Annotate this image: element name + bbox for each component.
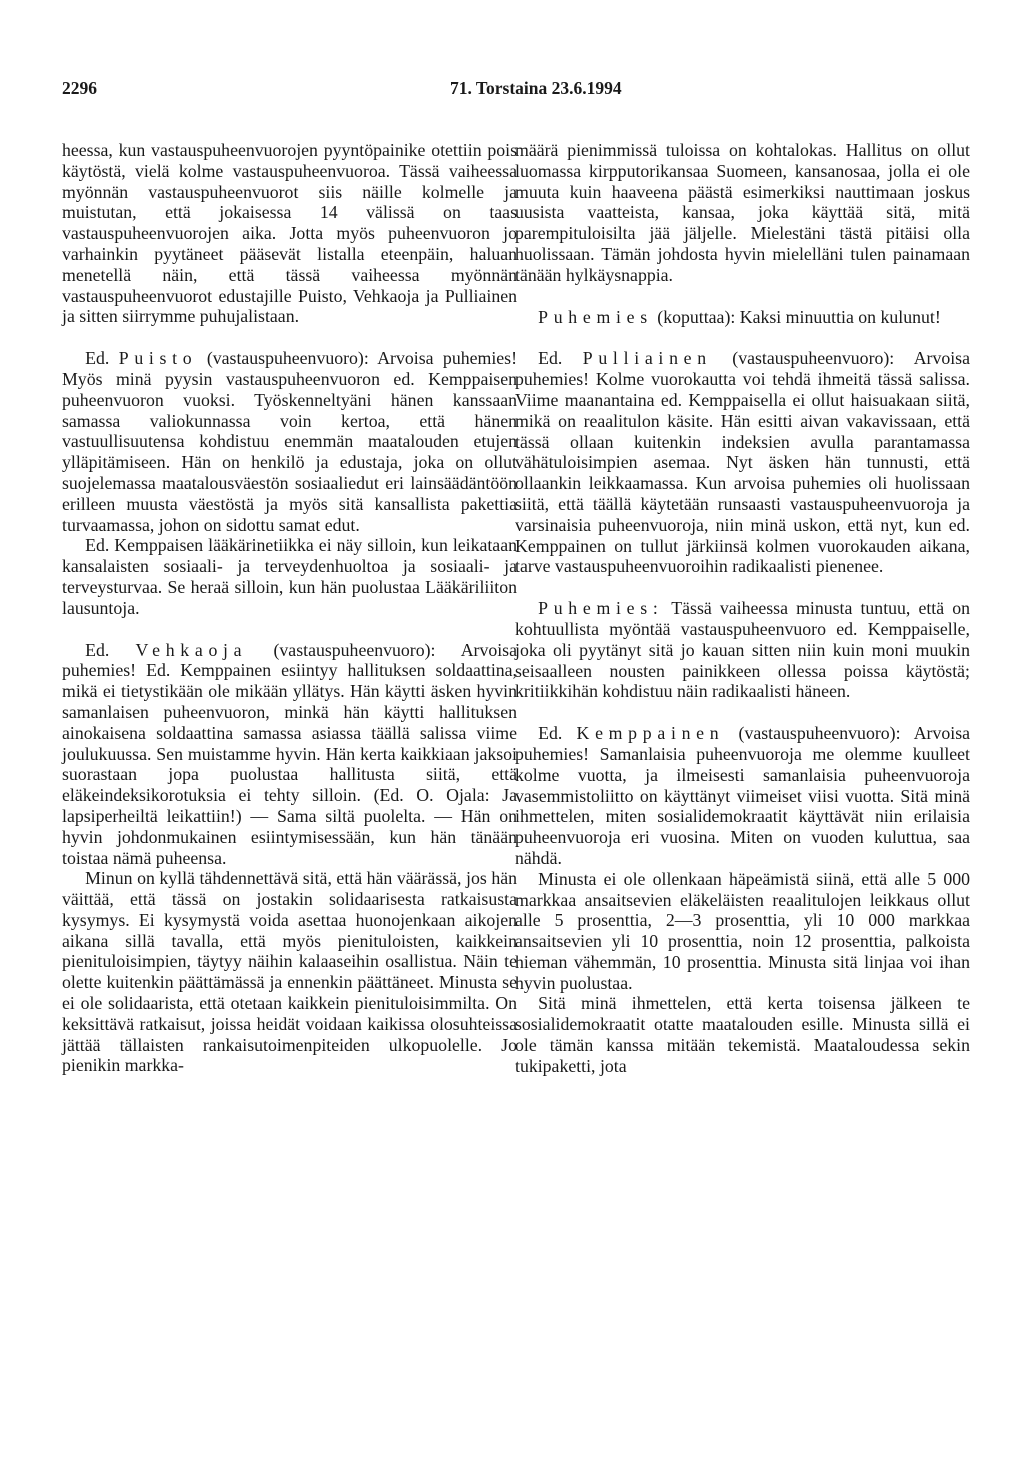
right-column (515, 140, 970, 1077)
speaker-name-pulliainen: Pulliainen (582, 348, 712, 369)
speech-vehkaoja (62, 640, 517, 869)
speech-puisto (62, 348, 517, 535)
speech-text: (koputtaa): Kaksi minuuttia on kulunut! (657, 306, 941, 327)
left-column (62, 140, 517, 1076)
speaker-prefix: Ed. (538, 723, 563, 744)
speaker-name-puhemies: Puhemies: (538, 598, 664, 619)
chair-interjection (515, 307, 970, 328)
page-number: 2296 (62, 78, 97, 98)
speaker-prefix: Ed. (538, 348, 563, 369)
speech-pulliainen (515, 348, 970, 577)
speaker-name-vehkaoja: Vehkaoja (135, 639, 248, 660)
speaker-name-puhemies: Puhemies (538, 306, 653, 327)
speech-kemppainen-continued: Minusta ei ole ollenkaan häpeämistä siinä, että alle 5 000 markkaa ansaitsevien eläkeläisten reaalitulojen leikkaus ollut alle 5 prosenttia, 2—3 prosenttia, yli 10 000 markkaa ansaitsevien yli 10 prosenttia, noin 12 prosenttia, palkoista hieman vähemmän, 10 prosenttia. Minusta sitä linjaa voi ihan hyvin puolustaa. (515, 868, 970, 993)
speech-text: Tässä vaiheessa minusta tuntuu, että on kohtuullista myöntää vastauspuheenvuoro ed. Kemppaiselle, joka oli pyytänyt sitä jo kauan sitten niin kuin moni muukin seisaalleen nousten painikkeen ollessa poissa käytöstä; kritiikkihän kohdistuu näin radikaalisti häneen. (515, 598, 971, 702)
running-title: 71. Torstaina 23.6.1994 (450, 78, 622, 98)
speaker-name-kemppainen: Kemppainen (576, 723, 725, 744)
chair-paragraph-continued: heessa, kun vastauspuheenvuorojen pyyntöpainike otettiin pois käytöstä, vielä kolme vastauspuheenvuoroa. Tässä vaiheessa myönnän vastauspuheenvuorot siis näille kolmelle ja muistutan, että jokaisessa 14 välissä on taas vastauspuheenvuorojen aika. Jotta myös puheenvuoron jo varhainkin pyytäneet pääsevät listalla eteenpäin, haluan menetellä näin, että tässä vaiheessa myönnän vastauspuheenvuorot edustajille Puisto, Vehkaoja ja Pulliainen ja sitten siirrymme puhujalistaan. (62, 140, 517, 327)
speaker-name-puisto: Puisto (118, 348, 198, 369)
speaker-prefix: Ed. (85, 348, 110, 369)
speaker-prefix: Ed. (85, 639, 110, 660)
speech-vehkaoja-continued: Minun on kyllä tähdennettävä sitä, että hän väärässä, jos hän väittää, että tässä on jostakin solidaarisesta ratkaisusta kysymys. Ei kysymystä voida asettaa huonojenkaan aikojen aikana sillä tavalla, että myös pienituloisten, kaikkein pienituloisimpien, täytyy näihin kalaaseihin osallistua. Näin te olette kuitenkin päättämässä ja ennenkin päättäneet. Minusta se ei ole solidaarista, että otetaan kaikkein pienituloisimmilta. On keksittävä ratkaisut, joissa heidät voidaan kaikissa olosuhteissa jättää tällaisten rankaisutoimenpiteiden ulkopuolelle. Jo pienikin markka- (62, 868, 517, 1076)
chair-statement (515, 598, 970, 702)
speech-kemppainen (515, 723, 970, 869)
speech-text: (vastauspuheenvuoro): Arvoisa puhemies! Myös minä pyysin vastauspuheenvuoron ed. Kemppaisen puheenvuoron vuoksi. Työskenneltyäni hänen kanssaan samassa valiokunnassa voin kertoa, että hänen vastuullisuutensa kohdistuu enemmän maatalouden etujen ylläpitämiseen. Hän on henkilö ja edustaja, joka on ollut suojelemassa maatalousväestön sosiaaliedut eri lainsäädäntöön erilleen muusta väestöstä ja myös sitä kansallista pakettia turvaamassa, johon on sidottu samat edut. (62, 348, 517, 535)
speech-puisto-continued: Ed. Kemppaisen lääkärinetiikka ei näy silloin, kun leikataan kansalaisten sosiaali- ja terveydenhuoltoa ja sosiaali- ja terveysturvaa. Se heraä silloin, kun hän puolustaa Lääkäriliiton lausuntoja. (62, 535, 517, 618)
speech-text: (vastauspuheenvuoro): Arvoisa puhemies! Kolme vuorokautta voi tehdä ihmeitä tässä salissa. Viime maanantaina ed. Kemppaisella ei ollut haisuakaan siitä, mikä on reaalitulon käsite. Hän esitti aivan vakavissaan, että tässä ollaan kuitenkin indeksien avulla parantamassa vähätuloisimpien asemaa. Nyt äsken hän tunnusti, että ollaankin leikkaamassa. Kun arvoisa puhemies oli huolissaan siitä, että täällä käytetään runsaasti vastauspuheenvuoroja ja varsinaisia puheenvuoroja, niin minä uskon, että nyt, kun ed. Kemppainen on tullut järkiinsä kolmen vuorokauden aikana, tarve vastauspuheenvuoroihin radikaalisti pienenee. (515, 348, 970, 577)
speech-text: (vastauspuheenvuoro): Arvoisa puhemies! Samanlaisia puheenvuoroja me olemme kuulleet kolme vuotta, ja ilmeisesti samanlaisia puheenvuoroja vasemmistoliitto on käyttänyt viimeiset viisi vuotta. Sitä minä ihmettelen, miten sosialidemokraatit käyttävät niin erilaisia puheenvuoroja eri vuosina. Miten on vuoden kuluttua, saa nähdä. (515, 723, 971, 868)
page-header (0, 78, 1024, 102)
speech-vehkaoja-end: määrä pienimmissä tuloissa on kohtalokas. Hallitus on ollut luomassa kirpputorikansaa Suomeen, kansanosaa, jolla ei ole muuta kuin haaveena päästä esimerkiksi nauttimaan joskus uusista vaatteista, kansaa, joka käyttää sitä, mitä parempituloisilta jää jäljelle. Mielestäni tästä pitäisi olla huolissaan. Tämän johdosta hyvin mielelläni tulen painamaan tänään hylkäysnappia. (515, 140, 970, 285)
speech-text: (vastauspuheenvuoro): Arvoisa puhemies! Ed. Kemppainen esiintyy hallituksen soldaattina, mikä ei tietystikään ole mikään yllätys. Hän käytti äsken hyvin samanlaisen puheenvuoron, minkä hän käytti hallituksen ainokaisena soldaattina samassa asiassa täällä salissa viime joulukuussa. Sen muistamme hyvin. Hän kerta kaikkiaan jaksoi suorastaan jopa puolustaa hallitusta siitä, että eläkeindeksikorotuksia ei tehty silloin. (Ed. O. Ojala: Ja lapsiperheiltä leikattiin!) — Sama siltä puolelta. — Hän on hyvin johdonmukainen esiintymisessään, kun hän tänään toistaa nämä puheensa. (62, 639, 517, 868)
speech-kemppainen-continued-2: Sitä minä ihmettelen, että kerta toisensa jälkeen te sosialidemokraatit otatte maatalouden esille. Minusta sillä ei ole tämän kanssa mitään tekemistä. Maataloudessa sekin tukipaketti, jota (515, 993, 970, 1076)
